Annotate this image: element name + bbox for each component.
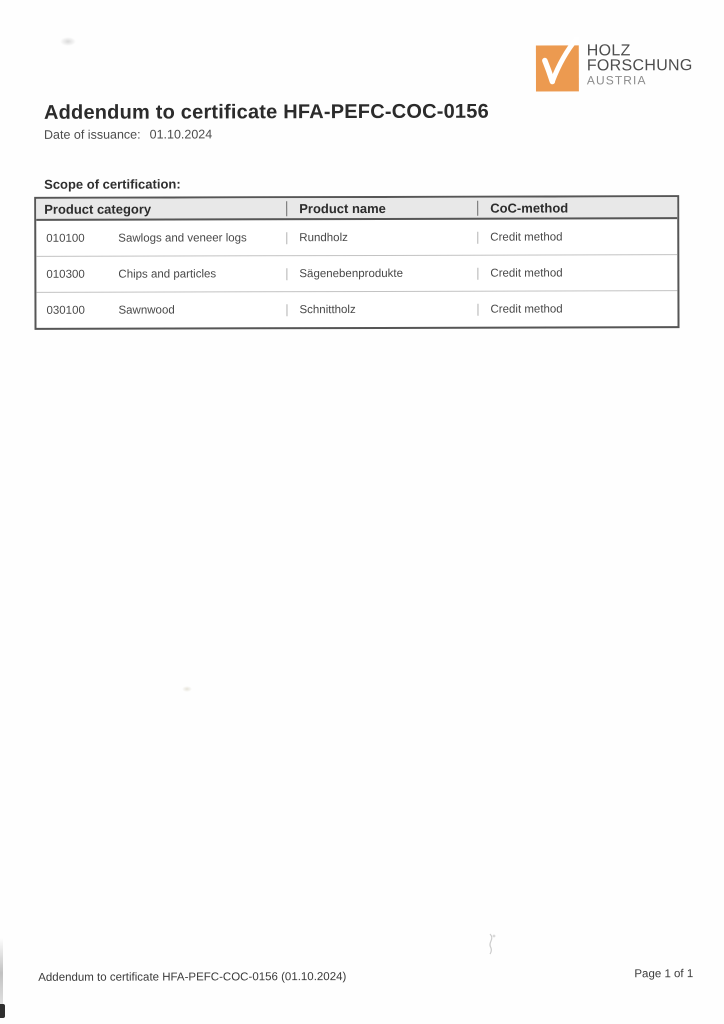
product-name-cell: Schnittholz (286, 303, 477, 316)
product-name-cell: Sägenebenprodukte (286, 267, 477, 280)
date-value: 01.10.2024 (149, 127, 213, 142)
product-category-label: Chips and particles (118, 267, 217, 281)
table-header-row (36, 197, 677, 221)
product-category-code: 010300 (46, 268, 85, 281)
holzforschung-austria-logo (536, 36, 693, 92)
product-category-label: Sawlogs and veneer logs (118, 231, 247, 245)
column-header-product-name: Product name (286, 200, 477, 215)
logo-line-forschung: FORSCHUNG (586, 57, 693, 75)
table-row (36, 255, 677, 293)
table-row (36, 219, 677, 257)
table-row (36, 291, 677, 328)
product-name-cell: Rundholz (286, 231, 477, 243)
date-label: Date of issuance: (43, 127, 141, 142)
scope-of-certification-label: Scope of certification: (44, 176, 181, 192)
coc-method-cell: Credit method (477, 231, 677, 244)
logo-line-holz: HOLZ (586, 42, 631, 60)
date-of-issuance (44, 127, 212, 141)
coc-method-cell: Credit method (477, 267, 677, 280)
column-header-product-category: Product category (44, 201, 152, 217)
footer-document-reference: Addendum to certificate HFA-PEFC-COC-0156 (01.10.2024) (38, 971, 347, 984)
product-category-code: 010100 (46, 232, 85, 245)
checkmark-logo-icon (536, 36, 582, 92)
certification-scope-table (34, 195, 679, 330)
product-category-label: Sawnwood (118, 303, 175, 317)
footer-page-number: Page 1 of 1 (634, 968, 694, 981)
logo-wordmark (587, 36, 693, 87)
logo-line-austria: AUSTRIA (586, 73, 647, 88)
column-header-coc-method: CoC-method (477, 200, 677, 216)
coc-method-cell: Credit method (477, 303, 677, 316)
page-title: Addendum to certificate HFA-PEFC-COC-0156 (43, 100, 489, 124)
product-category-code: 030100 (46, 304, 85, 317)
